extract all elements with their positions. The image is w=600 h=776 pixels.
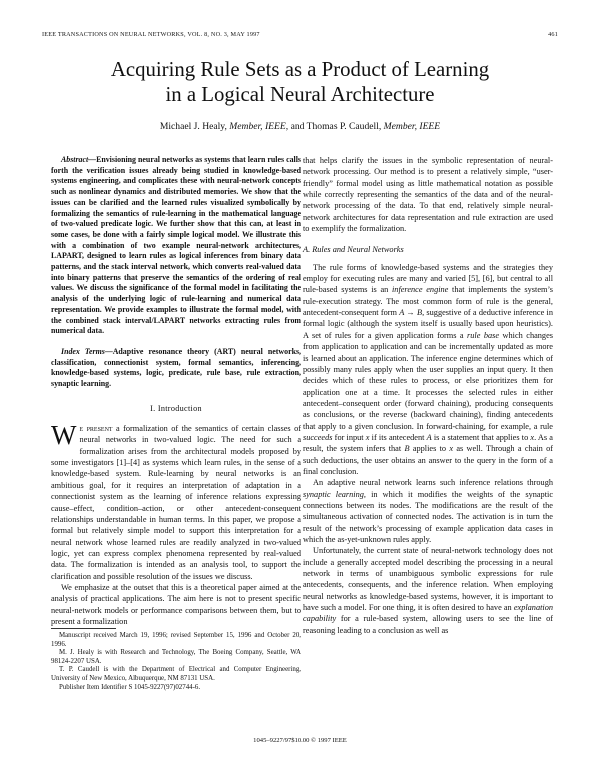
journal-header: IEEE TRANSACTIONS ON NEURAL NETWORKS, VOL. 8, NO. 3, MAY 1997 — [42, 31, 260, 38]
var-x-2: x — [530, 432, 535, 442]
term-succeeds: succeeds — [303, 432, 333, 442]
rules-text-d: which changes from application to application and can be incrementally updated as more is learned about an application. The inference engine determines which of possibly many rules apply when the user supplies an input query. It then decides which of these rules to process, or else prioritizes them for application one at a time. It processes the selected rules in either antecedent–consequent order (forward chaining), producing consequents as conclusions, or the reverse (backward chaining), finding antecedents that apply to a given conclusion. In forward-chaining, for example, a rule — [303, 330, 553, 431]
footnote-rule — [51, 628, 116, 629]
rules-text-c: , suggestive of a deductive inference in formal logic (although the system itself is usually based upon heuristics). A set of rules for a given application forms a — [303, 308, 553, 340]
footnote-manuscript: Manuscript received March 19, 1996; revised September 15, 1996 and October 20, 1996. — [51, 632, 301, 648]
term-explanation-capability: explanation capability — [303, 603, 553, 624]
index-terms-text: Adaptive resonance theory (ART) neural networks, classification, connectionist system, formal semantics, inferencing, knowledge-based systems, logic, predicate, rule base, rule extraction, synaptic learning. — [51, 346, 301, 389]
paper-title — [40, 58, 560, 107]
rules-paragraph-3 — [303, 545, 553, 636]
intro-paragraph-2: We emphasize at the outset that this is a theoretical paper aimed at the analysis of practical applications. The aim here is not to present specific neural-network models or performance comparisons between them, but to present a formalization — [51, 582, 301, 626]
term-synaptic-learning: synaptic learning — [303, 489, 364, 499]
rules-paragraph-2 — [303, 477, 553, 545]
abstract-label: Abstract— — [61, 155, 97, 164]
continued-paragraph: that helps clarify the issues in the symbolic representation of neural-network processing. Our method is to present a relatively simple, “user-friendly” formal model using as little mathematical notation as possible while correctly representing the semantics of the data and of the neural-network processing of the data. To that end, relatively simple neural-network architectures for data representation and rule extraction are used to exemplify the formalization. — [303, 156, 553, 234]
term-rule-base: rule base — [467, 330, 500, 340]
author-line — [40, 121, 560, 132]
author-1: Michael J. Healy, — [159, 121, 227, 132]
right-column — [303, 155, 553, 636]
intro-small-caps: e present — [79, 424, 113, 434]
rules-text-a: The rule forms of knowledge-based systems and the strategies they employ for executing rules are many and varied [5], [6], but central to all rule-based systems is an — [303, 262, 553, 295]
rules-paragraph-1 — [303, 262, 553, 478]
author-1-affiliation: Member, IEEE, — [229, 121, 289, 132]
intro-paragraph-1 — [51, 420, 301, 582]
rules-text-b: that implements the system’s rule-execution strategy. The most common form of rule is the general, antecedent-consequent form — [303, 285, 554, 318]
drop-cap: W — [51, 420, 77, 451]
formula-a-implies-b: A → B — [399, 308, 423, 318]
var-x: x — [365, 432, 370, 442]
abstract — [51, 155, 301, 337]
index-terms-label: Index Terms— — [61, 346, 113, 356]
learning-text-b: , in which it modifies the weights of the synaptic connections between its nodes. The modifications are the result of the simultaneous activation of connected nodes. The activation is in turn the result of the network’s processing of example application data cases in which the as-yet-unknown rules apply. — [303, 489, 554, 544]
var-b: B — [404, 444, 410, 454]
intro-text-1: a formalization of the semantics of certain classes of neural networks in two-valued logic. The need for such a formalization arises from the architectural models proposed by some investigators [1]–[4] as systems which learn rules, in the sense of a knowledge-based system. Rule-learning by neural networks is an ambitious goal, for it requires an interpretation of adaptation in a connectionist system as the learning of inference relations expressing cause–effect, condition–action, or other antecedent-consequent relationships understandable in human terms. In this paper, we propose a formal but relatively simple model to support this interpretation for a neural network whose learned rules are readily analyzed in two-valued logic, yet can express complex phenomena represented by real-valued data. The formalization is intended as an analysis tool, to support the clarification and possible resolution of the issues we discuss. — [51, 424, 301, 581]
section-heading-introduction: I. Introduction — [150, 403, 202, 413]
author-2: and Thomas P. Caudell, — [290, 121, 382, 132]
footnote-caudell: T. P. Caudell is with the Department of Electrical and Computer Engineering, University of New Mexico, Albuquerque, NM 87131 USA. — [51, 666, 301, 682]
author-2-affiliation: Member, IEEE — [383, 121, 441, 132]
term-inference-engine: inference engine — [391, 285, 449, 295]
running-header — [42, 31, 558, 41]
title-line-1: Acquiring Rule Sets as a Product of Learning — [110, 58, 490, 81]
subsection-heading-rules: A. Rules and Neural Networks — [303, 245, 404, 255]
var-a: A — [426, 432, 432, 442]
var-x-3: x — [449, 444, 454, 454]
footnote-publisher-id: Publisher Item Identifier S 1045-9227(97)02744-6. — [59, 683, 201, 691]
left-column — [51, 155, 301, 627]
rules-text-i: applies to — [409, 444, 450, 454]
rules-text-h: . As a result, the system infers that — [303, 432, 553, 454]
rules-text-e: for input — [332, 432, 366, 442]
page-number: 461 — [548, 31, 558, 38]
index-terms — [51, 347, 301, 390]
state-text-a: Unfortunately, the current state of neural-network technology does not include a generally accepted model describing the processing in a neural network in terms of unambiguous symbolic expressions for rule antecedents, consequents, and the inference relation. When employing neural networks as knowledge-based systems, however, it is important to have such a model. For one thing, it is often desired to have an — [303, 546, 553, 613]
rules-text-f: if its antecedent — [369, 432, 427, 442]
state-text-b: for a rule-based system, allowing users to see the line of reasoning leading to a conclusion as well as — [303, 614, 553, 635]
footnotes — [51, 628, 301, 692]
learning-text-a: An adaptive neural network learns such inference relations through — [313, 478, 553, 488]
footnote-healy: M. J. Healy is with Research and Technology, The Boeing Company, Seattle, WA 98124-2207 USA. — [51, 649, 301, 665]
rules-text-j: as well. Through a chain of such deductions, the user obtains an answer to the query in the form of a final conclusion. — [303, 444, 553, 476]
title-line-2: in a Logical Neural Architecture — [165, 82, 435, 106]
copyright-footer: 1045–9227/97$10.00 © 1997 IEEE — [253, 737, 347, 744]
rules-text-g: is a statement that applies to — [431, 432, 531, 442]
abstract-text: Envisioning neural networks as systems that learn rules calls forth the verification issues already being studied in knowledge-based systems engineering, and complicates these with neural-network concepts such as nonlinear dynamics and distributed memories. We show that the issues can be clarified and the learned rules visualized symbolically by formalizing the semantics of rule-learning in the mathematical language of two-valued predicate logic. We further show that this can, at least in some cases, be done with a fairly simple logical model. We illustrate this with a combination of two example neural-network architectures, LAPART, designed to learn rules as logical inferences from binary data patterns, and the stack interval network, which converts real-valued data into binary patterns that preserve the semantics of the ordering of real values. We discuss the significance of the formal model in facilitating the analysis of the underlying logic of rule-learning and numerical data representation. We provide examples to illustrate the formal model, with the combined stack interval/LAPART networks extracting rules from numerical data. — [51, 155, 301, 336]
